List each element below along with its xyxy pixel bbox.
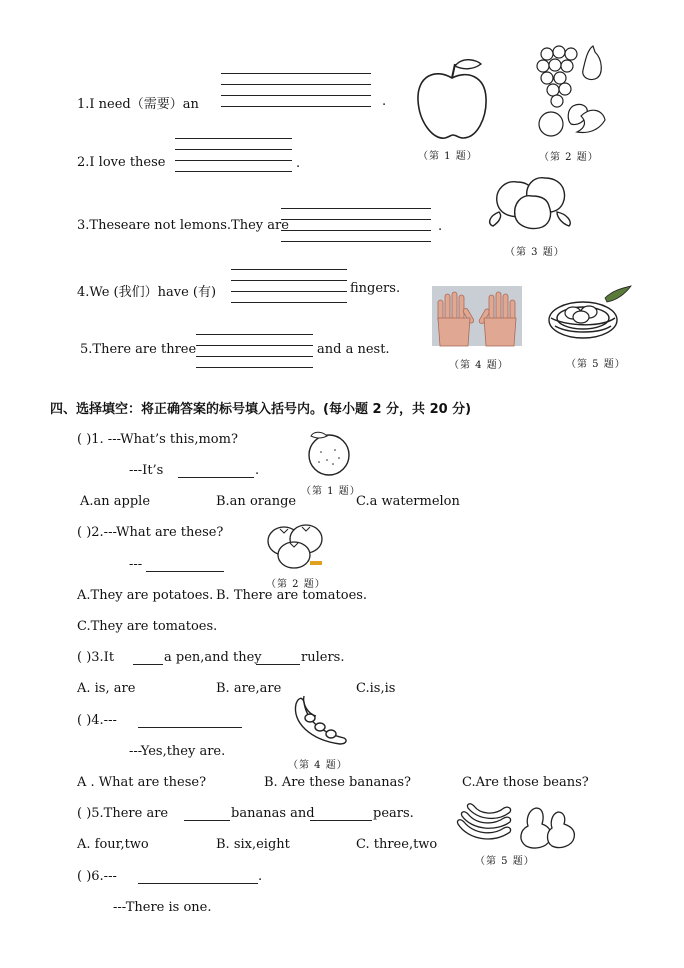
answer-line[interactable] <box>138 883 258 884</box>
nest-picture <box>545 284 633 344</box>
q2-option-a: A.They are potatoes. <box>77 588 214 603</box>
orange-picture <box>305 430 353 476</box>
answer-line[interactable] <box>138 727 242 728</box>
writing-line[interactable] <box>175 149 292 150</box>
writing-line[interactable] <box>231 302 347 303</box>
q3-stem-a: ( )3.It <box>77 650 115 665</box>
q1-option-a: A.an apple <box>80 494 151 509</box>
writing-line[interactable] <box>196 356 313 357</box>
q1-reply: ---It’s <box>129 463 164 478</box>
p3-item2-end: . <box>296 156 301 171</box>
q3-stem-b: a pen,and they <box>164 650 262 665</box>
q2-caption: （第 2 题） <box>266 579 326 590</box>
p3-item3-text: 3.Theseare not lemons.They are <box>77 218 289 233</box>
p3-caption-5: （第 5 题） <box>566 359 626 370</box>
p3-caption-2: （第 2 题） <box>539 152 599 163</box>
p3-item1-text: 1.I need（需要）an <box>77 97 199 112</box>
writing-line[interactable] <box>221 84 371 85</box>
p3-item4-end: fingers. <box>350 281 401 296</box>
p3-item3-end: . <box>438 219 443 234</box>
q1-option-b: B.an orange <box>216 494 297 509</box>
answer-line[interactable] <box>146 571 224 572</box>
p3-caption-3: （第 3 题） <box>505 247 565 258</box>
p3-item5-text: 5.There are three <box>80 342 197 357</box>
apple-picture <box>415 56 490 142</box>
q5-stem-b: bananas and <box>231 806 315 821</box>
p3-caption-4: （第 4 题） <box>449 360 509 371</box>
q5-stem-c: pears. <box>373 806 414 821</box>
answer-line[interactable] <box>256 664 300 665</box>
q4-option-b: B. Are these bananas? <box>264 775 411 790</box>
q5-option-b: B. six,eight <box>216 837 290 852</box>
q4-option-a: A . What are these? <box>77 775 207 790</box>
answer-line[interactable] <box>133 664 163 665</box>
q4-caption: （第 4 题） <box>288 760 348 771</box>
q4-option-c: C.Are those beans? <box>462 775 589 790</box>
part4-title: 四、选择填空：将正确答案的标号填入括号内。(每小题 2 分，共 20 分) <box>50 402 472 417</box>
p3-item4-text: 4.We (我们）have (有) <box>77 285 217 300</box>
writing-line[interactable] <box>175 160 292 161</box>
q1-reply-end: . <box>255 463 260 478</box>
q3-stem-c: rulers. <box>301 650 345 665</box>
peaches-picture <box>487 172 577 236</box>
q5-option-c: C. three,two <box>356 837 438 852</box>
q4-stem: ( )4.--- <box>77 713 117 728</box>
q3-option-a: A. is, are <box>77 681 136 696</box>
p3-item1-end: . <box>382 94 387 109</box>
writing-line[interactable] <box>281 219 431 220</box>
q3-option-c: C.is,is <box>356 681 396 696</box>
writing-line[interactable] <box>175 171 292 172</box>
q2-option-c: C.They are tomatoes. <box>77 619 218 634</box>
writing-line[interactable] <box>221 95 371 96</box>
writing-line[interactable] <box>221 73 371 74</box>
q4-reply: ---Yes,they are. <box>129 744 226 759</box>
p3-item5-end: and a nest. <box>317 342 390 357</box>
writing-line[interactable] <box>196 345 313 346</box>
q2-option-b: B. There are tomatoes. <box>216 588 368 603</box>
writing-line[interactable] <box>196 334 313 335</box>
answer-line[interactable] <box>184 820 230 821</box>
q1-stem: ( )1. ---What’s this,mom? <box>77 432 238 447</box>
q6-reply: ---There is one. <box>113 900 212 915</box>
q6-stem: ( )6.--- <box>77 869 117 884</box>
bananas-pears-picture <box>454 800 578 848</box>
q6-stem-end: . <box>258 869 263 884</box>
p3-caption-1: （第 1 题） <box>418 151 478 162</box>
hands-photo <box>432 286 522 346</box>
answer-line[interactable] <box>310 820 372 821</box>
beans-picture <box>290 692 352 750</box>
writing-line[interactable] <box>281 208 431 209</box>
q2-reply: --- <box>129 557 143 572</box>
tomatoes-picture <box>264 521 328 571</box>
answer-line[interactable] <box>178 477 254 478</box>
q1-caption: （第 1 题） <box>301 486 361 497</box>
writing-line[interactable] <box>231 280 347 281</box>
writing-line[interactable] <box>175 138 292 139</box>
writing-line[interactable] <box>221 106 371 107</box>
writing-line[interactable] <box>196 367 313 368</box>
p3-item2-text: 2.I love these <box>77 155 166 170</box>
writing-line[interactable] <box>231 291 347 292</box>
writing-line[interactable] <box>281 230 431 231</box>
q5-caption: （第 5 题） <box>475 856 535 867</box>
q5-stem-a: ( )5.There are <box>77 806 169 821</box>
q1-option-c: C.a watermelon <box>356 494 460 509</box>
q5-option-a: A. four,two <box>77 837 149 852</box>
writing-line[interactable] <box>231 269 347 270</box>
fruits-picture <box>533 40 609 140</box>
q3-option-b: B. are,are <box>216 681 282 696</box>
q2-stem: ( )2.---What are these? <box>77 525 224 540</box>
writing-line[interactable] <box>281 241 431 242</box>
